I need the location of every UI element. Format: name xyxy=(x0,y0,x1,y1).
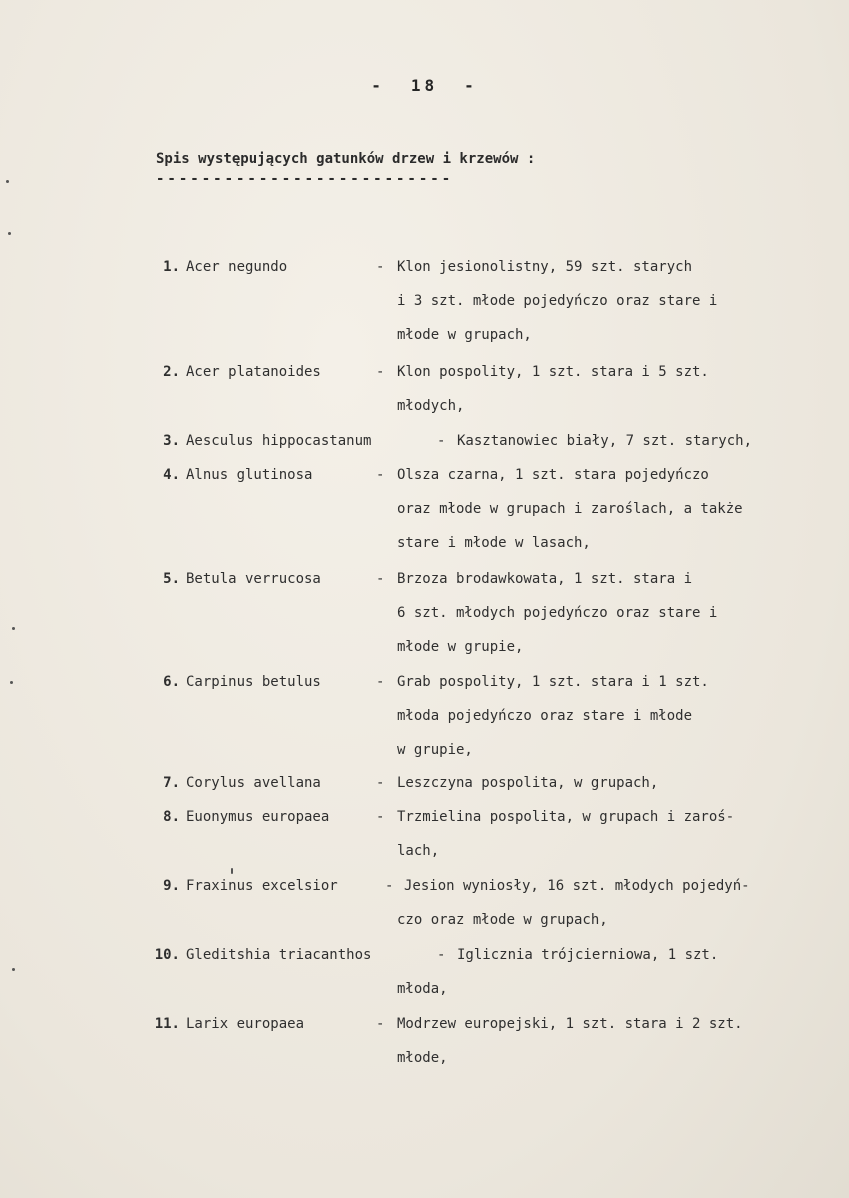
list-item xyxy=(0,800,849,868)
paper-speck xyxy=(8,232,11,235)
entry-description-line: młode w grupach, xyxy=(397,327,532,343)
entry-number: 3. xyxy=(163,433,180,449)
entry-description-line: Grab pospolity, 1 szt. stara i 1 szt. xyxy=(397,674,709,690)
entry-description-line: młodych, xyxy=(397,398,465,414)
entry-description-line: młoda pojedyńczo oraz stare i młode xyxy=(397,708,693,724)
entry-description-line: w grupie, xyxy=(397,742,473,758)
entry-separator: - xyxy=(376,775,385,791)
list-item xyxy=(0,938,849,1006)
page-title: Spis występujących gatunków drzew i krzewów : xyxy=(156,151,536,167)
entry-latin-name: Euonymus europaea xyxy=(186,809,330,825)
entry-separator: - xyxy=(376,467,385,483)
list-item xyxy=(0,1007,849,1075)
entry-description-line: lach, xyxy=(397,843,440,859)
entry-description-line: młoda, xyxy=(397,981,448,997)
entry-latin-name: Alnus glutinosa xyxy=(186,467,313,483)
page-number xyxy=(0,76,849,95)
entry-latin-name: Corylus avellana xyxy=(186,775,321,791)
entry-description-line: Trzmielina pospolita, w grupach i zaroś- xyxy=(397,809,735,825)
entry-separator: - xyxy=(376,571,385,587)
entry-number: 1. xyxy=(163,259,180,275)
entry-description-line: Kasztanowiec biały, 7 szt. starych, xyxy=(457,433,753,449)
entry-description-line: Klon jesionolistny, 59 szt. starych xyxy=(397,259,693,275)
entry-number: 10. xyxy=(154,947,180,963)
entry-separator: - xyxy=(385,878,394,894)
entry-description-line: oraz młode w grupach i zaroślach, a także xyxy=(397,501,743,517)
entry-description-line: Jesion wyniosły, 16 szt. młodych pojedyń- xyxy=(404,878,750,894)
entry-number: 9. xyxy=(163,878,180,894)
paper-speck xyxy=(6,180,9,183)
entry-latin-name: Acer platanoides xyxy=(186,364,321,380)
entry-separator: - xyxy=(437,433,446,449)
entry-latin-name: Gleditshia triacanthos xyxy=(186,947,372,963)
entry-number: 11. xyxy=(154,1016,180,1032)
page-number-value: 18 xyxy=(410,76,439,95)
entry-latin-name: Betula verrucosa xyxy=(186,571,321,587)
entry-number: 8. xyxy=(163,809,180,825)
entry-separator: - xyxy=(376,809,385,825)
entry-latin-name: Carpinus betulus xyxy=(186,674,321,690)
entry-separator: - xyxy=(376,1016,385,1032)
entry-number: 6. xyxy=(163,674,180,690)
entry-description-line: młode, xyxy=(397,1050,448,1066)
entry-description-line: Brzoza brodawkowata, 1 szt. stara i xyxy=(397,571,693,587)
title-underline: -------------------------- xyxy=(156,171,454,187)
entry-separator: - xyxy=(376,674,385,690)
entry-description-line: 6 szt. młodych pojedyńczo oraz stare i xyxy=(397,605,718,621)
entry-number: 7. xyxy=(163,775,180,791)
list-item xyxy=(0,665,849,767)
list-item xyxy=(0,869,849,937)
entry-separator: - xyxy=(376,259,385,275)
entry-description-line: i 3 szt. młode pojedyńczo oraz stare i xyxy=(397,293,718,309)
entry-separator: - xyxy=(376,364,385,380)
list-item xyxy=(0,355,849,423)
entry-latin-name: Aesculus hippocastanum xyxy=(186,433,372,449)
entry-number: 5. xyxy=(163,571,180,587)
entry-latin-name: Fraxinus excelsior xyxy=(186,878,338,894)
list-item xyxy=(0,766,849,800)
entry-description-line: Iglicznia trójcierniowa, 1 szt. xyxy=(457,947,719,963)
entry-number: 2. xyxy=(163,364,180,380)
entry-separator: - xyxy=(437,947,446,963)
list-item xyxy=(0,424,849,458)
entry-number: 4. xyxy=(163,467,180,483)
entry-description-line: Klon pospolity, 1 szt. stara i 5 szt. xyxy=(397,364,709,380)
entry-description-line: Leszczyna pospolita, w grupach, xyxy=(397,775,659,791)
page-number-dash: - xyxy=(371,76,385,95)
entry-description-line: czo oraz młode w grupach, xyxy=(397,912,608,928)
entry-latin-name: Larix europaea xyxy=(186,1016,305,1032)
entry-description-line: Modrzew europejski, 1 szt. stara i 2 szt. xyxy=(397,1016,743,1032)
entry-description-line: Olsza czarna, 1 szt. stara pojedyńczo xyxy=(397,467,709,483)
list-item xyxy=(0,562,849,664)
entry-description-line: młode w grupie, xyxy=(397,639,524,655)
entry-latin-name: Acer negundo xyxy=(186,259,288,275)
entry-description-line: stare i młode w lasach, xyxy=(397,535,591,551)
list-item xyxy=(0,458,849,560)
page-number-dash: - xyxy=(464,76,478,95)
list-item xyxy=(0,250,849,352)
